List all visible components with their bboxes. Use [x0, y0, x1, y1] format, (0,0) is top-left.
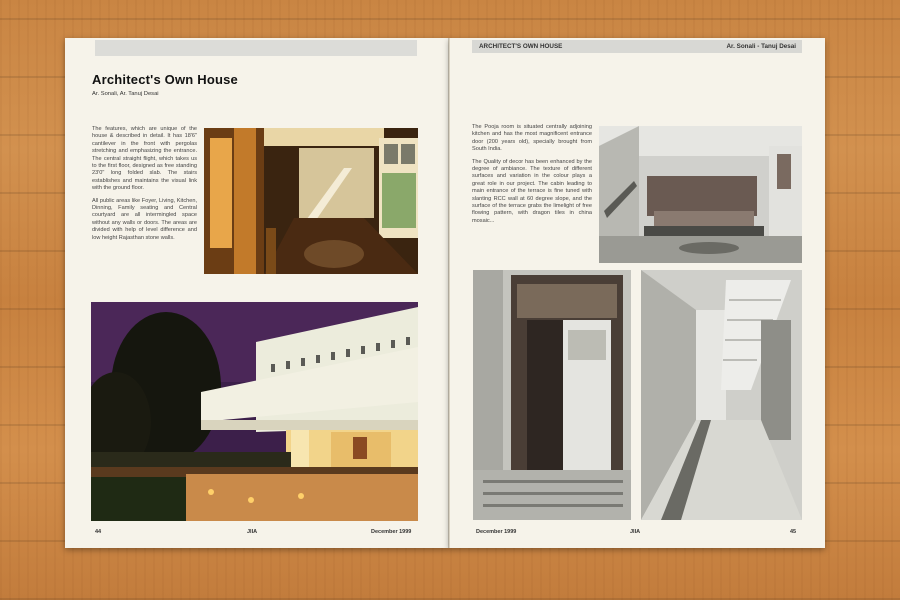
carved-door-photo: [473, 270, 631, 520]
right-header-bar: [472, 40, 802, 53]
right-body-text: [472, 124, 592, 230]
running-header-title: ARCHITECT'S OWN HOUSE: [479, 43, 563, 50]
right-footer-date: December 1999: [476, 529, 517, 535]
running-header-authors: Ar. Sonali - Tanuj Desai: [726, 43, 796, 50]
left-paragraph: The features, which are unique of the house & described in detail. It has 18'6" cantilever in the front with pergolas stretching and emphasizing the entrance. The central straight flight, which takes us to the first floor, designed as free standing 23'0" long folded slab. The stairs establishes and maintains the visual link with the ground floor.: [92, 126, 197, 192]
left-footer-journal: JIIA: [247, 529, 258, 535]
right-paragraph: The Quality of decor has been enhanced by the degree of ambiance. The texture of different surfaces and variation in the colour plays a great role in our project. The cabin leading to main entrance of the terrace is fine tuned with slanting RCC wall at 60 degree slope, and the surface of the terrace grabs the limelight of free flowing pattern, with dragon tiles in china mosaic...: [472, 158, 592, 224]
right-footer-journal: JIIA: [630, 529, 641, 535]
left-footer-date: December 1999: [371, 529, 412, 535]
right-page: [449, 38, 825, 548]
right-paragraph: The Pooja room is situated centrally adjoining kitchen and has the most magnificent entrance door (200 years old), specially brought from South India.: [472, 124, 592, 153]
article-title: Architect's Own House: [92, 72, 238, 87]
left-page-number: 44: [95, 529, 102, 535]
right-page-number: 45: [790, 529, 797, 535]
left-paragraph: All public areas like Foyer, Living, Kitchen, Dinning, Family seating and Central courtyard are all intermingled space without any walls or doors. The areas are divided with help of level difference and low height Rajasthan stone walls.: [92, 197, 197, 241]
article-authors: Ar. Sonali, Ar. Tanuj Desai: [92, 91, 159, 97]
interior-stair-photo: [204, 128, 418, 274]
left-body-text: [92, 126, 197, 247]
living-room-photo: [599, 126, 802, 263]
left-page: [65, 38, 449, 548]
corridor-stair-photo: [641, 270, 802, 520]
left-header-bar: [95, 40, 417, 56]
exterior-night-photo: [91, 302, 418, 521]
